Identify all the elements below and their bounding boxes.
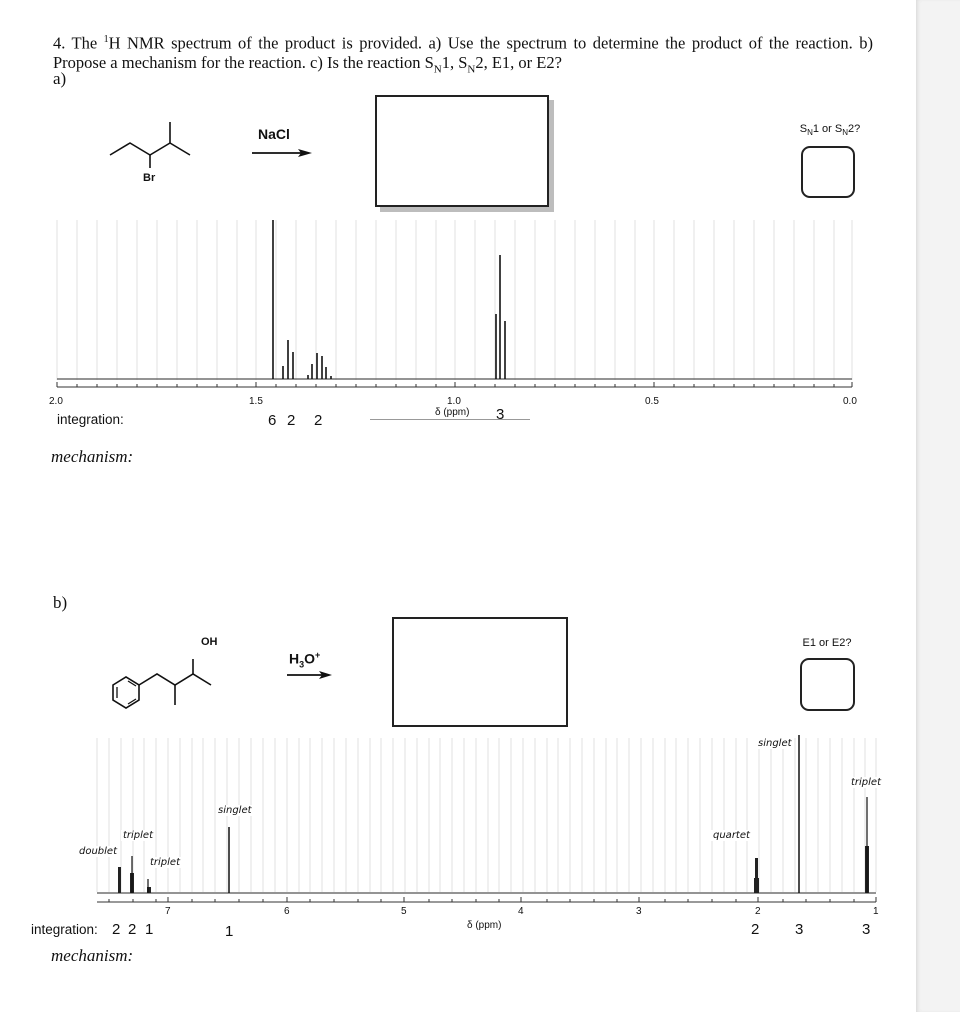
tick-label-1.5: 1.5	[249, 396, 263, 407]
multiplicity-label: singlet	[758, 738, 792, 749]
starting-material-b-structure	[105, 645, 245, 715]
multiplicity-label: triplet	[851, 777, 882, 788]
integration-a-1: 6	[268, 412, 277, 429]
tick-label-2: 2	[755, 906, 761, 917]
nmr-spectrum-b	[95, 735, 885, 910]
reagent-a-label: NaCl	[258, 126, 290, 142]
integration-b-1: 2	[112, 921, 121, 938]
mechanism-label-a: mechanism:	[51, 447, 134, 466]
sn1-sn2-answer-box[interactable]	[801, 146, 855, 198]
reaction-arrow-a-icon	[250, 147, 315, 159]
integration-b-2: 2	[128, 921, 137, 938]
tick-label-3: 3	[636, 906, 642, 917]
part-a-label: a)	[53, 69, 67, 88]
tick-label-1: 1	[873, 906, 879, 917]
tick-label-6: 6	[284, 906, 290, 917]
multiplicity-label: doublet	[79, 846, 118, 857]
tick-label-0.5: 0.5	[645, 396, 659, 407]
gridlines-a	[57, 220, 852, 380]
integration-b-5: 2	[751, 921, 760, 938]
tick-label-7: 7	[165, 906, 171, 917]
integration-b-6: 3	[795, 921, 804, 938]
e1-e2-prompt: E1 or E2?	[802, 637, 852, 649]
x-axis-title-a: δ (ppm)	[435, 407, 470, 418]
question-number: 4.	[53, 33, 66, 53]
question-prompt: 4. The $^1$H NMR spectrum of the product is provided. a) Use the spectrum to determine the product of the reaction. b) Propose a mechanism for the reaction. c) Is the reaction $S_N1$, $S_N2$, E1, or E2?	[53, 33, 873, 75]
integration-a-3: 2	[314, 412, 323, 429]
product-a-answer-box[interactable]	[375, 95, 549, 207]
integration-b-4: 1	[225, 923, 234, 940]
e1-e2-answer-box[interactable]	[800, 658, 855, 711]
sn1-sn2-prompt: $S_N1$ or $S_N2$?	[799, 123, 861, 138]
part-b-label: b)	[53, 593, 68, 612]
gridlines-b	[97, 738, 876, 892]
mechanism-label-b: mechanism:	[51, 946, 134, 965]
integration-label-a: integration:	[57, 412, 124, 427]
hydroxyl-label: OH	[201, 636, 218, 648]
multiplicity-label: triplet	[150, 857, 181, 868]
nmr-spectrum-a	[50, 215, 860, 400]
divider	[370, 419, 530, 420]
tick-label-1.0: 1.0	[447, 396, 461, 407]
integration-label-b: integration:	[31, 922, 98, 937]
integration-b-7: 3	[862, 921, 871, 938]
x-axis-title-b: δ (ppm)	[467, 920, 502, 931]
integration-a-4: 3	[496, 406, 505, 423]
product-b-answer-box[interactable]	[392, 617, 568, 727]
reagent-b-label: $H_3O^+$	[289, 650, 321, 670]
integration-a-2: 2	[287, 412, 296, 429]
page-gutter	[916, 0, 960, 1012]
tick-label-5: 5	[401, 906, 407, 917]
multiplicity-label: triplet	[123, 830, 154, 841]
mechanism-a-workspace[interactable]	[51, 470, 891, 580]
tick-label-0.0: 0.0	[843, 396, 857, 407]
mechanism-b-workspace[interactable]	[51, 968, 891, 1008]
peaks-a	[273, 220, 505, 379]
tick-label-4: 4	[518, 906, 524, 917]
multiplicity-label: quartet	[713, 830, 750, 841]
reaction-arrow-b-icon	[285, 669, 335, 681]
multiplicity-label: singlet	[218, 805, 252, 816]
bromine-label: Br	[143, 172, 156, 184]
integration-b-3: 1	[145, 921, 154, 938]
tick-label-2.0: 2.0	[49, 396, 63, 407]
